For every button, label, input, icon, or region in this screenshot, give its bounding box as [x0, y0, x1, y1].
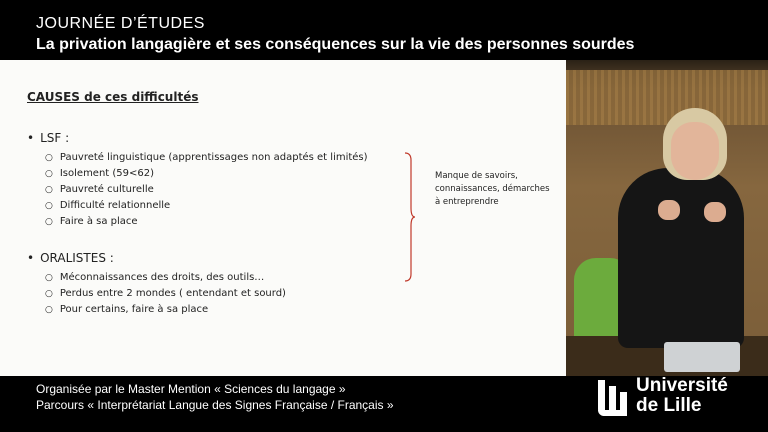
- note-line: Manque de savoirs,: [435, 171, 518, 181]
- universite-de-lille-logo: [598, 376, 748, 420]
- group-label: • LSF :: [27, 130, 368, 146]
- event-kicker: JOURNÉE D’ÉTUDES: [36, 15, 205, 32]
- list-item: ○ Pauvreté culturelle: [45, 182, 368, 198]
- wall-panel: [566, 70, 768, 125]
- logo-text: [636, 376, 728, 416]
- slide-group-oralistes: [27, 250, 286, 318]
- speaker-hand-right: [704, 202, 726, 222]
- footer-line: Organisée par le Master Mention « Sciences du langage »: [36, 382, 346, 396]
- speaker-body: [618, 168, 744, 348]
- list-item: ○ Méconnaissances des droits, des outils…: [45, 270, 286, 286]
- list-item: ○ Pour certains, faire à sa place: [45, 302, 286, 318]
- event-title: La privation langagière et ses conséquences sur la vie des personnes sourdes: [36, 36, 635, 53]
- side-note: [435, 170, 550, 209]
- speaker-face: [671, 122, 719, 180]
- curly-brace-icon: [404, 152, 416, 282]
- laptop: [664, 342, 740, 372]
- list-item: ○ Faire à sa place: [45, 214, 368, 230]
- event-header: [36, 14, 634, 56]
- bullet-list: [45, 150, 368, 230]
- speaker-video: [566, 60, 768, 376]
- speaker-hand-left: [658, 200, 680, 220]
- logo-line: de Lille: [636, 395, 702, 416]
- bullet-list: [45, 270, 286, 318]
- slide-heading: CAUSES de ces difficultés: [27, 90, 199, 104]
- organizer-footer: [36, 381, 394, 413]
- group-label: • ORALISTES :: [27, 250, 286, 266]
- university-logo-icon: [598, 380, 628, 416]
- presentation-slide: [0, 60, 566, 376]
- slide-group-lsf: [27, 130, 368, 230]
- note-line: connaissances, démarches: [435, 184, 550, 194]
- logo-line: Université: [636, 375, 728, 396]
- note-line: à entreprendre: [435, 197, 499, 207]
- list-item: ○ Perdus entre 2 mondes ( entendant et sourd): [45, 286, 286, 302]
- list-item: ○ Pauvreté linguistique (apprentissages non adaptés et limités): [45, 150, 368, 166]
- list-item: ○ Isolement (59<62): [45, 166, 368, 182]
- footer-line: Parcours « Interprétariat Langue des Signes Française / Français »: [36, 398, 394, 412]
- list-item: ○ Difficulté relationnelle: [45, 198, 368, 214]
